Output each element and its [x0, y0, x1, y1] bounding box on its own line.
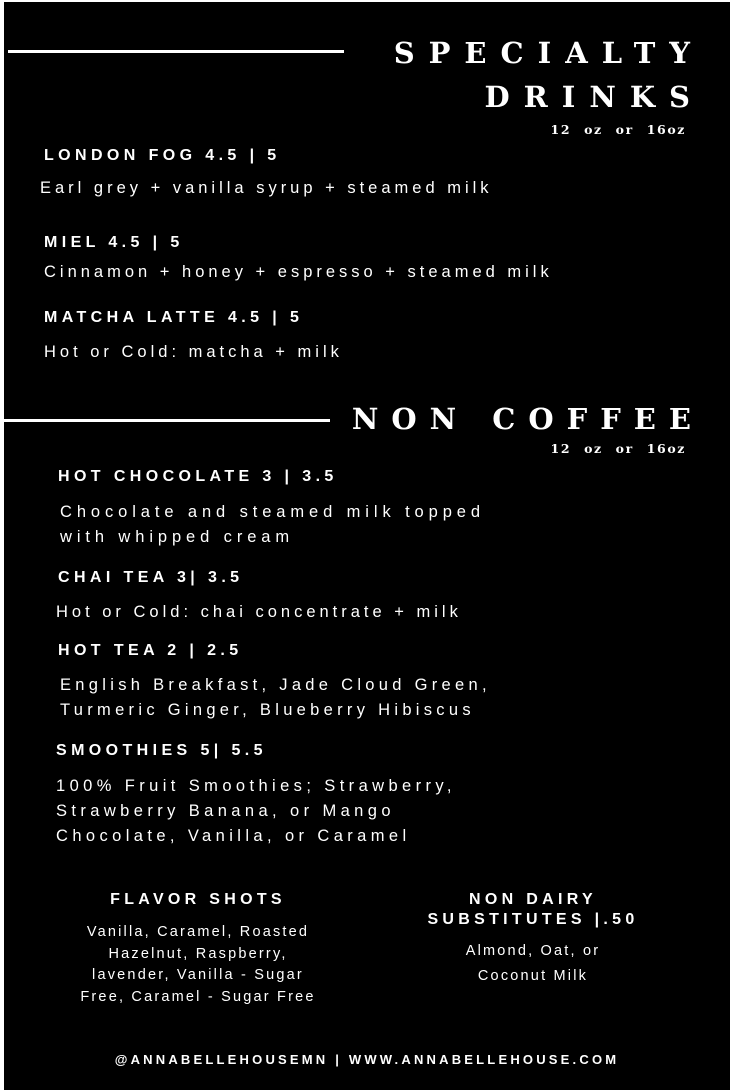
item-matcha-latte-name: MATCHA LATTE 4.5 | 5: [44, 309, 304, 326]
non-coffee-divider-line: [4, 419, 330, 422]
item-london-fog-name: LONDON FOG 4.5 | 5: [44, 147, 281, 164]
specialty-divider-line: [8, 50, 344, 53]
item-matcha-latte-desc: Hot or Cold: matcha + milk: [44, 343, 343, 361]
item-chai-tea-desc: Hot or Cold: chai concentrate + milk: [56, 603, 462, 621]
item-miel-name: MIEL 4.5 | 5: [44, 234, 184, 251]
specialty-title-line1: SPECIALTY: [393, 36, 704, 70]
specialty-sizes: 12 oz or 16oz: [550, 122, 686, 137]
non-coffee-sizes: 12 oz or 16oz: [550, 441, 686, 456]
flavor-shots-list: Vanilla, Caramel, Roasted Hazelnut, Raspberry, lavender, Vanilla - Sugar Free, Caramel - Sugar Free: [80, 924, 316, 1005]
item-smoothies-name: SMOOTHIES 5| 5.5: [56, 742, 267, 759]
item-london-fog-desc: Earl grey + vanilla syrup + steamed milk: [40, 179, 493, 197]
non-coffee-title: NON COFFEE: [351, 402, 704, 436]
item-hot-chocolate-name: HOT CHOCOLATE 3 | 3.5: [58, 468, 338, 485]
item-chai-tea-name: CHAI TEA 3| 3.5: [58, 569, 244, 586]
item-hot-tea-name: HOT TEA 2 | 2.5: [58, 642, 243, 659]
non-dairy-title: NON DAIRY SUBSTITUTES |.50: [427, 891, 639, 928]
specialty-title-line2: DRINKS: [484, 80, 704, 114]
item-smoothies-desc: 100% Fruit Smoothies; Strawberry, Strawberry Banana, or Mango Chocolate, Vanilla, or Caramel: [56, 777, 456, 845]
item-hot-chocolate-desc: Chocolate and steamed milk topped with whipped cream: [60, 503, 485, 546]
footer-social-and-website: @ANNABELLEHOUSEMN | WWW.ANNABELLEHOUSE.COM: [114, 1052, 620, 1067]
item-hot-tea-desc: English Breakfast, Jade Cloud Green, Turmeric Ginger, Blueberry Hibiscus: [60, 676, 491, 719]
non-dairy-options-line2: Coconut Milk: [477, 968, 589, 984]
non-dairy-options-line1: Almond, Oat, or: [465, 943, 601, 959]
menu-page: [4, 2, 730, 1090]
item-miel-desc: Cinnamon + honey + espresso + steamed milk: [44, 263, 553, 281]
flavor-shots-title: FLAVOR SHOTS: [110, 891, 286, 908]
